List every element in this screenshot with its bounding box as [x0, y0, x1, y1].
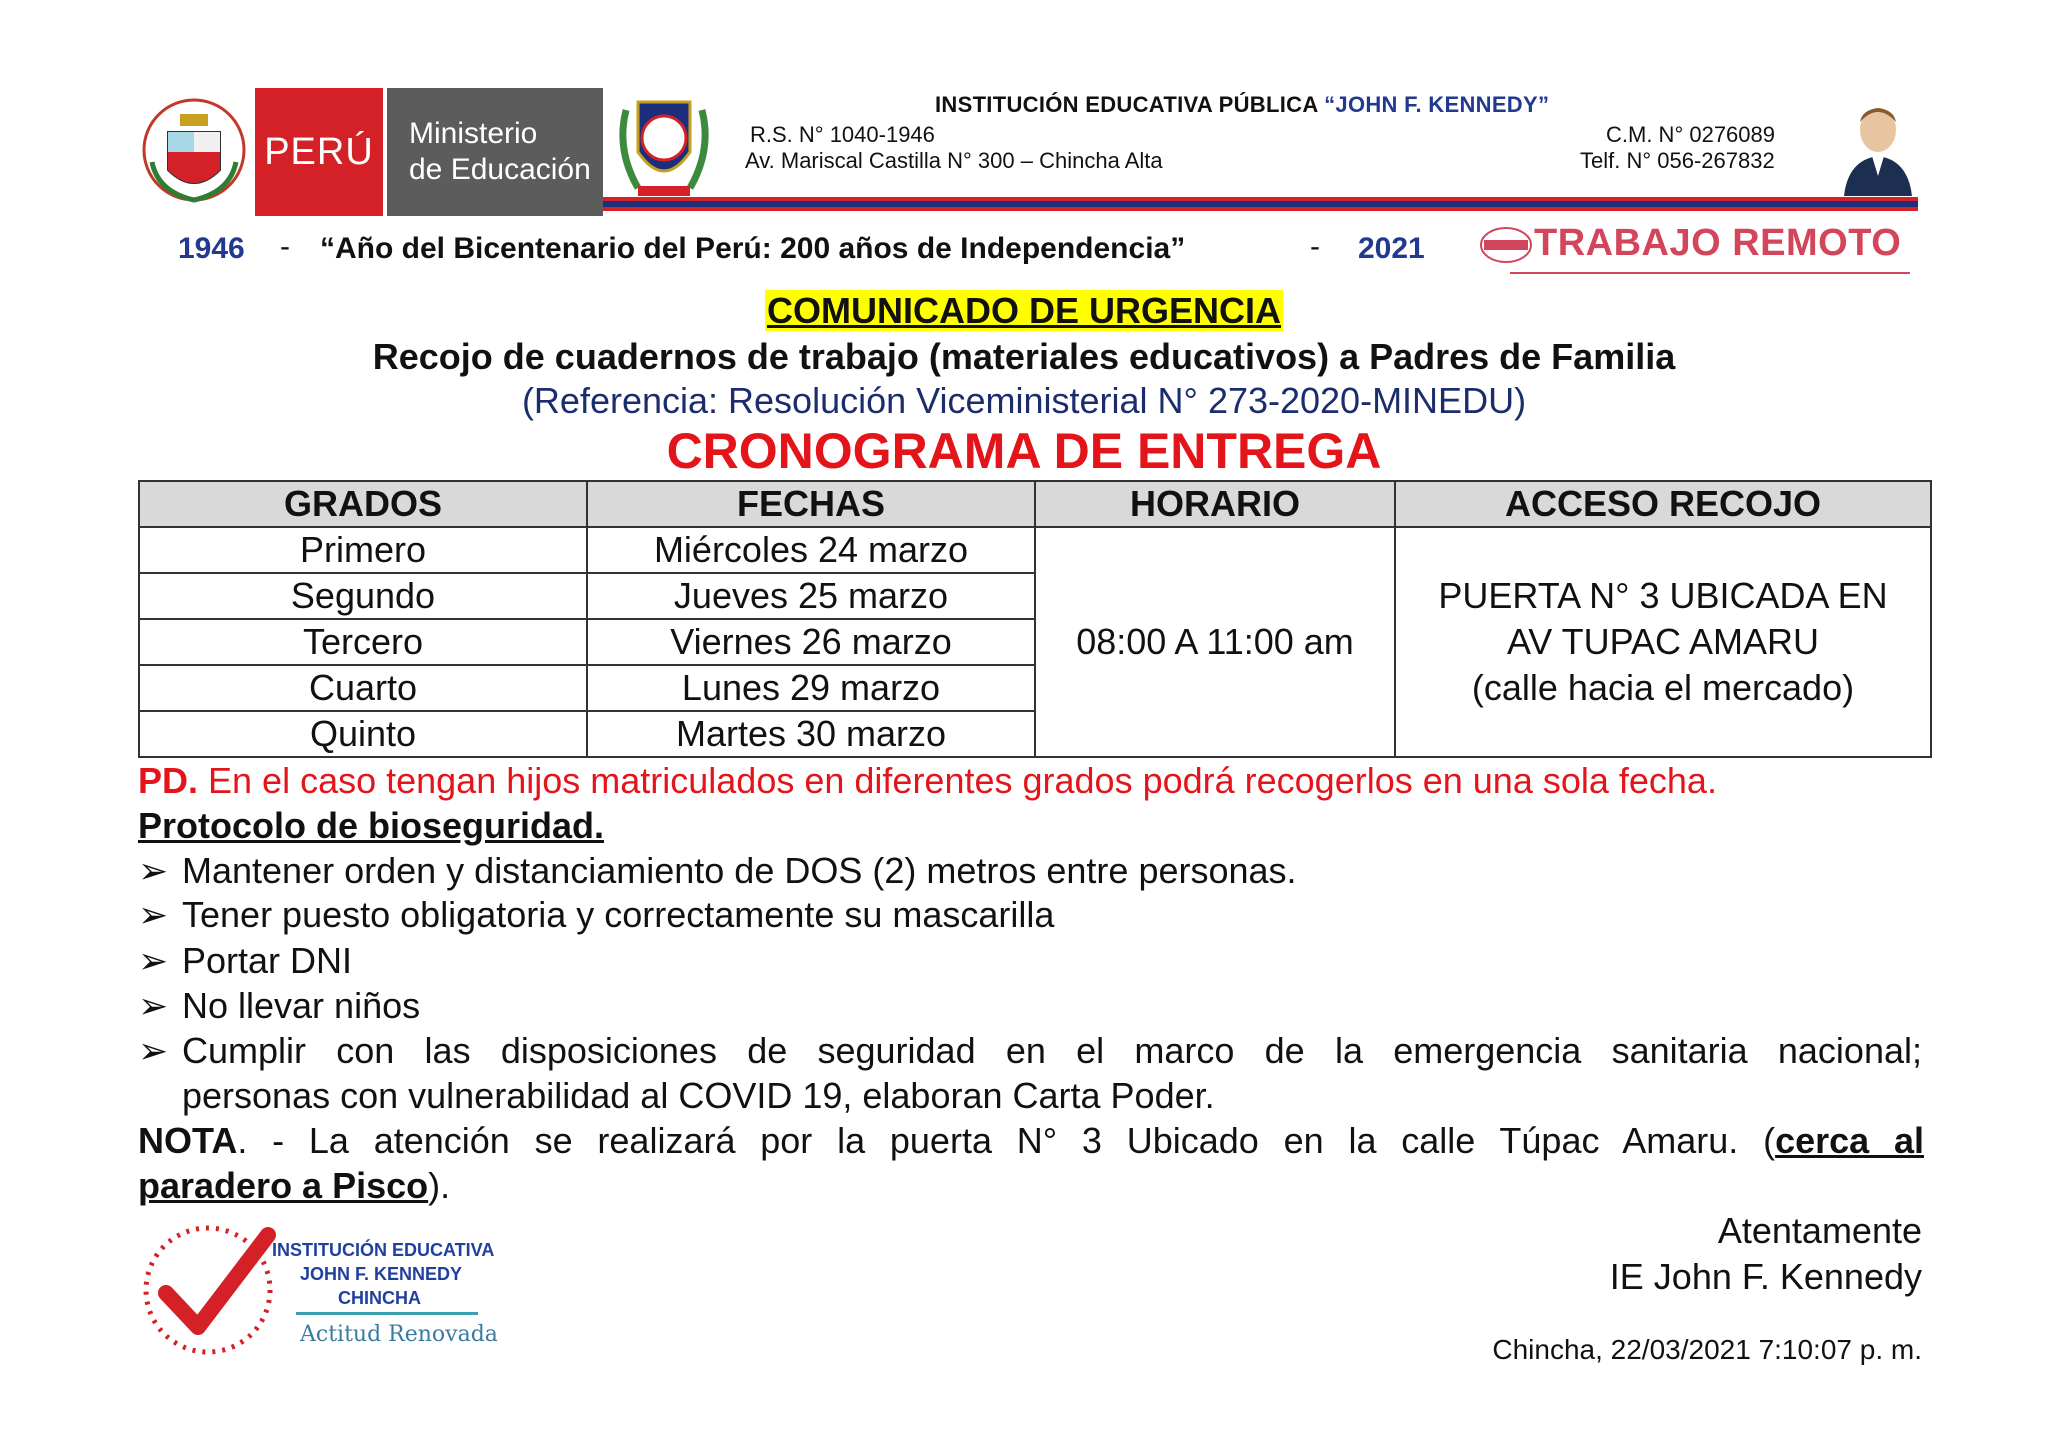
grade-cell: Primero	[139, 527, 587, 573]
current-year: 2021	[1358, 232, 1425, 265]
urgent-notice-text: COMUNICADO DE URGENCIA	[766, 290, 1281, 331]
pd-text: En el caso tengan hijos matriculados en diferentes grados podrá recogerlos en una sola fecha.	[198, 760, 1717, 801]
peru-badge	[255, 88, 383, 216]
column-header-schedule: HORARIO	[1035, 481, 1395, 527]
list-item	[138, 940, 1924, 982]
remote-work-underline	[1510, 272, 1910, 274]
date-stamp: Chincha, 22/03/2021 7:10:07 p. m.	[1492, 1334, 1922, 1365]
schedule-title: CRONOGRAMA DE ENTREGA	[666, 423, 1382, 479]
schedule-cell: 08:00 A 11:00 am	[1035, 527, 1395, 757]
date-cell: Miércoles 24 marzo	[587, 527, 1035, 573]
note-paragraph	[138, 1120, 1924, 1162]
note-emphasis-2: paradero a Pisco	[138, 1165, 429, 1206]
urgent-notice-title	[0, 290, 2048, 332]
list-item	[138, 985, 1924, 1027]
access-cell	[1395, 527, 1931, 757]
notice-subtitle: Recojo de cuadernos de trabajo (materiales educativos) a Padres de Familia	[372, 336, 1676, 377]
list-item-continuation: personas con vulnerabilidad al COVID 19, elaboran Carta Poder.	[182, 1075, 1215, 1116]
footer-logo-divider	[296, 1312, 478, 1315]
grade-cell: Segundo	[139, 573, 587, 619]
institution-title: “JOHN F. KENNEDY”	[1324, 92, 1550, 117]
arrow-bullet-icon: ➢	[138, 985, 169, 1026]
access-line-2: AV TUPAC AMARU	[1506, 621, 1820, 662]
date-cell: Viernes 26 marzo	[587, 619, 1035, 665]
kennedy-portrait-icon	[1838, 96, 1918, 196]
note-end: ).	[428, 1165, 451, 1206]
footer-logo-line-2: JOHN F. KENNEDY	[300, 1264, 463, 1284]
list-item-text: Tener puesto obligatoria y correctamente su mascarilla	[182, 894, 1055, 935]
access-line-3: (calle hacia el mercado)	[1471, 667, 1855, 708]
coronavirus-badge-icon	[1480, 226, 1532, 264]
protocol-title: Protocolo de bioseguridad.	[138, 805, 605, 846]
list-item-text: Portar DNI	[182, 940, 353, 981]
column-header-access: ACCESO RECOJO	[1395, 481, 1931, 527]
date-cell: Martes 30 marzo	[587, 711, 1035, 757]
note-label: NOTA	[138, 1120, 238, 1161]
footer-logo-line-3: CHINCHA	[338, 1288, 421, 1308]
school-crest-icon	[608, 90, 720, 202]
arrow-bullet-icon: ➢	[138, 894, 169, 935]
institution-prefix: INSTITUCIÓN EDUCATIVA PÚBLICA	[935, 92, 1318, 117]
resolution-number: R.S. N° 1040-1946	[750, 122, 935, 147]
ministry-badge	[387, 88, 603, 216]
separator-dash: -	[280, 230, 290, 263]
list-item	[138, 1030, 1924, 1072]
school-address: Av. Mariscal Castilla N° 300 – Chincha Alta	[745, 148, 1163, 173]
ministry-line-1: Ministerio	[409, 117, 538, 150]
note-paragraph-continuation	[138, 1165, 450, 1207]
closing-signature: IE John F. Kennedy	[1609, 1256, 1922, 1297]
list-item-text: Mantener orden y distanciamiento de DOS (2) metros entre personas.	[182, 850, 1297, 891]
peru-coat-of-arms-icon	[138, 92, 250, 208]
arrow-bullet-icon: ➢	[138, 850, 169, 891]
peru-label: PERÚ	[264, 130, 374, 173]
header-stripe-red-2	[603, 207, 1918, 211]
pd-label: PD.	[138, 760, 199, 801]
table-row	[139, 527, 1931, 573]
delivery-schedule-table	[138, 480, 1932, 758]
phone-number: Telf. N° 056-267832	[1580, 148, 1775, 173]
notice-reference: (Referencia: Resolución Viceministerial N° 273-2020-MINEDU)	[521, 380, 1527, 421]
note-emphasis-1: cerca al	[1775, 1120, 1924, 1161]
note-text: . - La atención se realizará por la puerta N° 3 Ubicado en la calle Túpac Amaru. (	[237, 1120, 1776, 1161]
grade-cell: Cuarto	[139, 665, 587, 711]
list-item	[138, 894, 1924, 936]
checkmark-logo-icon	[138, 1215, 278, 1365]
modular-code: C.M. N° 0276089	[1606, 122, 1775, 147]
column-header-grades: GRADOS	[139, 481, 587, 527]
arrow-bullet-icon: ➢	[138, 940, 169, 981]
list-item	[138, 850, 1924, 892]
year-motto: “Año del Bicentenario del Perú: 200 años de Independencia”	[320, 232, 1186, 265]
column-header-dates: FECHAS	[587, 481, 1035, 527]
footer-logo-tagline: Actitud Renovada	[300, 1322, 498, 1347]
grade-cell: Quinto	[139, 711, 587, 757]
institution-name	[935, 92, 1549, 118]
access-line-1: PUERTA N° 3 UBICADA EN	[1438, 575, 1888, 616]
date-cell: Lunes 29 marzo	[587, 665, 1035, 711]
separator-dash-2: -	[1310, 230, 1320, 263]
remote-work-label: TRABAJO REMOTO	[1534, 222, 1902, 264]
grade-cell: Tercero	[139, 619, 587, 665]
pd-note	[138, 760, 1717, 802]
table-header-row	[139, 481, 1931, 527]
closing-salutation: Atentamente	[1717, 1210, 1922, 1251]
list-item-text: Cumplir con las disposiciones de seguridad en el marco de la emergencia sanitaria nacional;	[182, 1030, 1922, 1071]
arrow-bullet-icon: ➢	[138, 1030, 169, 1071]
list-item-text: No llevar niños	[182, 985, 421, 1026]
founding-year: 1946	[178, 232, 245, 265]
date-cell: Jueves 25 marzo	[587, 573, 1035, 619]
ministry-line-2: de Educación	[409, 153, 591, 186]
footer-logo-line-1: INSTITUCIÓN EDUCATIVA	[272, 1240, 495, 1260]
